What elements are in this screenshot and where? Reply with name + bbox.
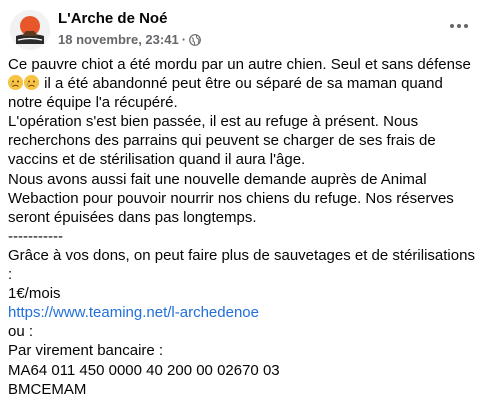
- page-name[interactable]: L'Arche de Noé: [58, 10, 168, 27]
- post-line: Webaction pour pouvoir nourrir nos chiens du refuge. Nos réserves: [8, 189, 454, 207]
- post-line: vaccins et de stérilisation quand il aura l'âge.: [8, 151, 306, 169]
- post-line: ou :: [8, 323, 34, 341]
- sad-face-emoji-icon: [24, 75, 39, 90]
- post-body: [8, 55, 478, 399]
- donation-amount: 1€/mois: [8, 285, 61, 303]
- post-line: seront épuisées dans pas longtemps.: [8, 208, 257, 226]
- post-line: Par virement bancaire :: [8, 342, 164, 360]
- post-timestamp[interactable]: 18 novembre, 23:41: [58, 32, 179, 47]
- bank-account-number: MA64 011 450 0000 40 200 00 02670 03: [8, 361, 280, 379]
- post-line-text: il a été abandonné peut être ou séparé de sa maman quand: [40, 75, 443, 93]
- bank-code: BMCEMAM: [8, 380, 87, 398]
- post-line: Grâce à vos dons, on peut faire plus de sauvetages et de stérilisations: [8, 246, 475, 264]
- meta-separator: ·: [181, 32, 187, 47]
- sad-face-emoji-icon: [8, 75, 23, 90]
- post-meta: [58, 32, 201, 50]
- post-line: Ce pauvre chiot a été mordu par un autre chien. Seul et sans défense: [8, 56, 471, 73]
- post-line: recherchons des parrains qui peuvent se charger de ses frais de: [8, 132, 436, 150]
- post-divider: -----------: [8, 227, 63, 245]
- post-line: :: [8, 266, 13, 284]
- post-line: Nous avons aussi fait une nouvelle demande auprès de Animal: [8, 170, 427, 188]
- post-line: notre équipe l'a récupéré.: [8, 94, 178, 112]
- more-options-icon[interactable]: [445, 16, 473, 36]
- page-avatar[interactable]: [10, 10, 50, 50]
- post-line-link: [8, 303, 478, 322]
- globe-icon: [189, 34, 201, 50]
- post-line-with-emoji: [8, 74, 478, 93]
- post-header: [10, 10, 477, 54]
- post-line: L'opération s'est bien passée, il est au refuge à présent. Nous: [8, 113, 419, 131]
- teaming-link[interactable]: https://www.teaming.net/l-archedenoe: [8, 304, 259, 322]
